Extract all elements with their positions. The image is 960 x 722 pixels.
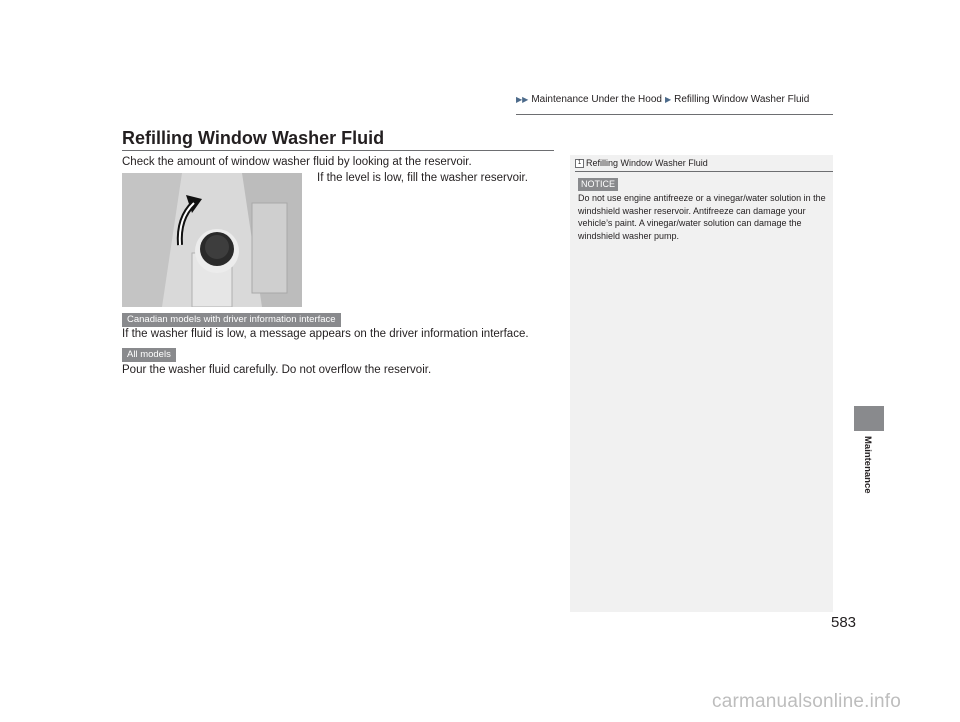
arrow-icon: ▶: [664, 95, 672, 104]
intro-text: Check the amount of window washer fluid by looking at the reservoir.: [122, 156, 472, 168]
notice-badge: NOTICE: [578, 178, 618, 191]
section-tab[interactable]: [854, 406, 884, 431]
breadcrumb-item[interactable]: Maintenance Under the Hood: [531, 94, 662, 105]
breadcrumb: [516, 94, 809, 105]
all-models-badge: All models: [122, 348, 176, 362]
arrow-icon: ▶▶: [516, 95, 529, 104]
all-models-text: Pour the washer fluid carefully. Do not overflow the reservoir.: [122, 364, 432, 376]
reference-icon: 1: [575, 159, 584, 168]
breadcrumb-item[interactable]: Refilling Window Washer Fluid: [674, 94, 810, 105]
sidebar-heading: [575, 158, 708, 168]
reservoir-photo: [122, 173, 302, 307]
photo-caption: If the level is low, fill the washer reservoir.: [317, 172, 528, 184]
sidebar-divider: [575, 171, 833, 172]
watermark: carmanualsonline.info: [712, 691, 902, 712]
page-title: Refilling Window Washer Fluid: [122, 128, 385, 148]
canadian-models-badge: Canadian models with driver information interface: [122, 313, 341, 327]
title-divider: [122, 150, 554, 151]
canadian-text: If the washer fluid is low, a message appears on the driver information interface.: [122, 328, 529, 340]
header-divider: [516, 114, 833, 115]
notice-text: Do not use engine antifreeze or a vinegar/water solution in the windshield washer reservoir. Antifreeze can damage your vehicle’s paint. A vinegar/water solution can damage the windshield washer pump.: [578, 193, 826, 241]
sidebar-heading-label: Refilling Window Washer Fluid: [586, 158, 708, 168]
section-tab-label: Maintenance: [862, 436, 873, 494]
page-number: 583: [831, 614, 857, 631]
